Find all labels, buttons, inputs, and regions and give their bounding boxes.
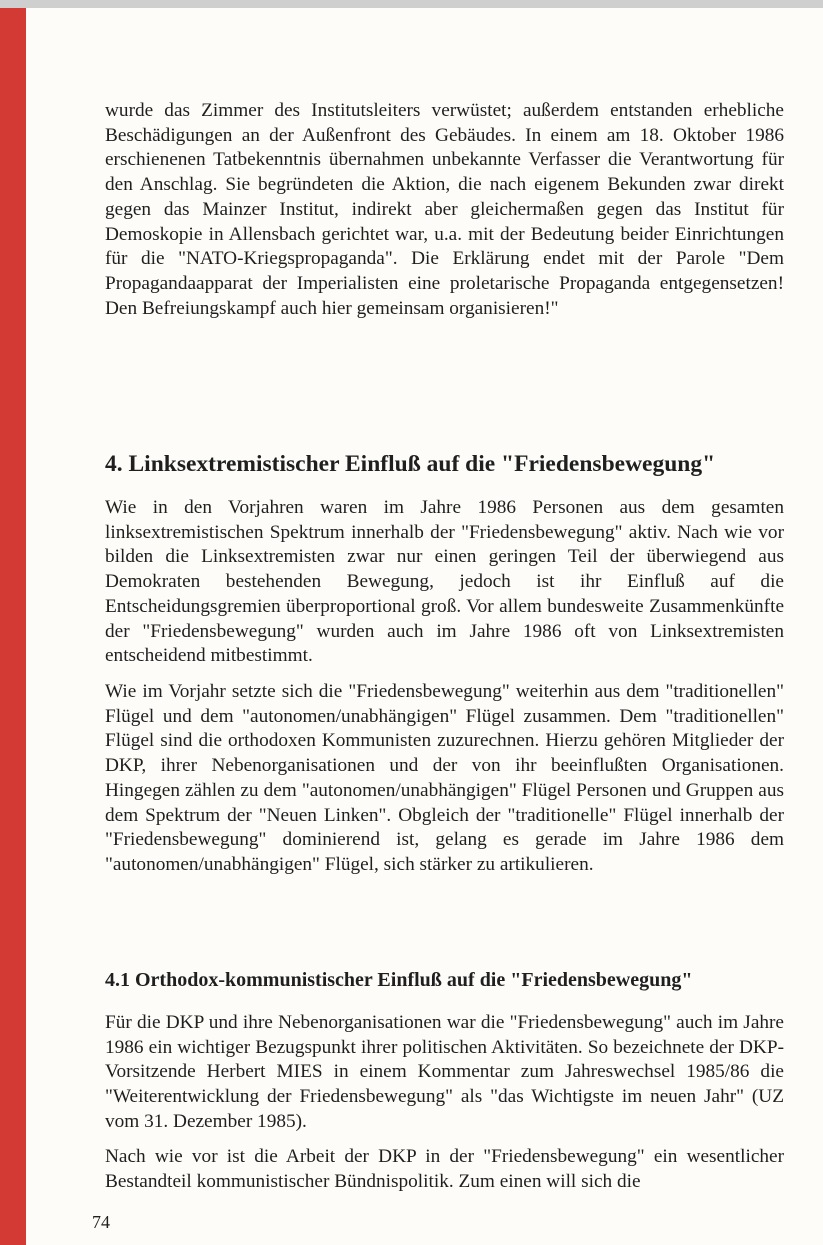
body-paragraph-5: Nach wie vor ist die Arbeit der DKP in der "Friedensbewegung" ein wesentlicher Bestandteil kommunistischer Bündnispolitik. Zum einen will sich die — [105, 1146, 784, 1192]
body-paragraph-4: Für die DKP und ihre Nebenorganisationen war die "Friedensbewegung" auch im Jahre 1986 ein wichtiger Bezugspunkt ihrer politischen Aktivitäten. So bezeichnete der DKP-Vorsitzende Herbert MIES in einem Kommentar zum Jahreswechsel 1985/86 die "Weiterentwicklung der Friedensbewegung" als "das Wichtigste im neuen Jahr" (UZ vom 31. Dezember 1985). — [105, 1012, 784, 1132]
page-top-edge — [0, 0, 823, 8]
section-heading-4: 4. Linksextremistischer Einfluß auf die "Friedensbewegung" — [105, 451, 716, 477]
red-binding-strip — [0, 8, 26, 1245]
page-number: 74 — [92, 1212, 110, 1232]
body-paragraph-1: wurde das Zimmer des Institutsleiters verwüstet; außerdem entstanden erhebliche Beschädigungen an der Außenfront des Gebäudes. In einem am 18. Oktober 1986 erschienenen Tatbekenntnis übernahmen unbekannte Verfasser die Verantwortung für den Anschlag. Sie begründeten die Aktion, die nach eigenem Bekunden zwar direkt gegen das Mainzer Institut, indirekt aber gleichermaßen gegen das Institut für Demoskopie in Allensbach gerichtet war, u.a. mit der Bedeutung beider Einrichtungen für die "NATO-Kriegspropaganda". Die Erklärung endet mit der Parole "Dem Propagandaapparat der Imperialisten eine proletarische Propaganda entgegensetzen! Den Befreiungskampf auch hier gemeinsam organisieren!" — [105, 100, 784, 319]
body-paragraph-2: Wie in den Vorjahren waren im Jahre 1986 Personen aus dem gesamten linksextremistischen Spektrum innerhalb der "Friedensbewegung" aktiv. Nach wie vor bilden die Linksextremisten zwar nur einen geringen Teil der überwiegend aus Demokraten bestehenden Bewegung, jedoch ist ihr Einfluß auf die Entscheidungsgremien überproportional groß. Vor allem bundesweite Zusammenkünfte der "Friedensbewegung" wurden auch im Jahre 1986 oft von Linksextremisten entscheidend mitbestimmt. — [105, 497, 784, 667]
body-paragraph-3: Wie im Vorjahr setzte sich die "Friedensbewegung" weiterhin aus dem "traditionellen" Flügel und dem "autonomen/unabhängigen" Flügel zusammen. Dem "traditionellen" Flügel sind die orthodoxen Kommunisten zuzurechnen. Hierzu gehören Mitglieder der DKP, ihrer Nebenorganisationen und der von ihr beeinflußten Organisationen. Hingegen zählen zu dem "autonomen/unabhängigen" Flügel Personen und Gruppen aus dem Spektrum der "Neuen Linken". Obgleich der "traditionelle" Flügel innerhalb der "Friedensbewegung" dominierend ist, gelang es gerade im Jahre 1986 dem "autonomen/unabhängigen" Flügel, sich stärker zu artikulieren. — [105, 681, 784, 875]
section-heading-4-1: 4.1 Orthodox-kommunistischer Einfluß auf die "Friedensbewegung" — [105, 969, 693, 991]
